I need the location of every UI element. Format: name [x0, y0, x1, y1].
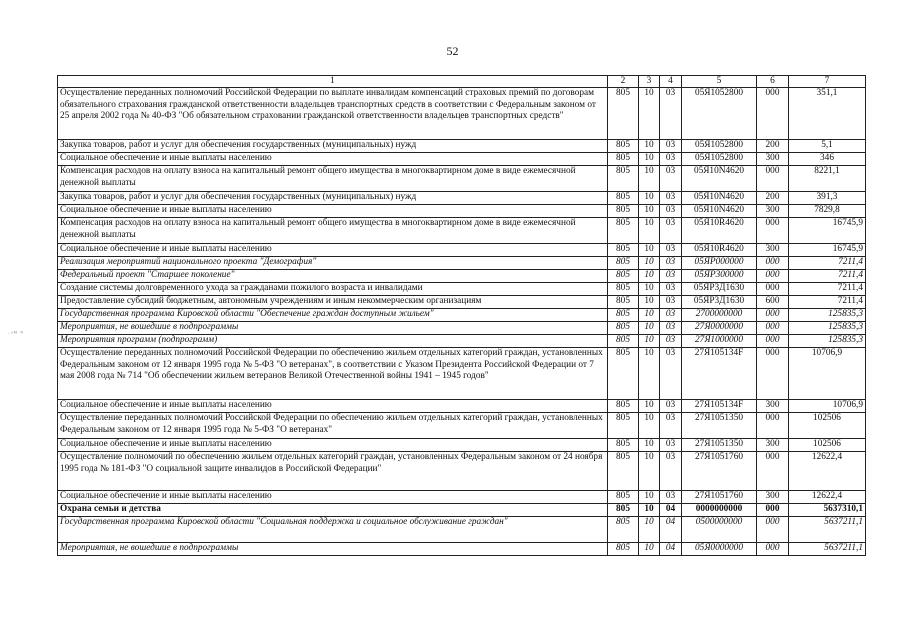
- target-article-code: 05Я10N4620: [682, 166, 757, 192]
- target-article-code: 27Я0000000: [682, 322, 757, 335]
- table-row: [58, 348, 866, 400]
- amount-value: 125835,3: [789, 335, 866, 348]
- section-code: 10: [639, 192, 660, 205]
- section-code: 10: [639, 88, 660, 140]
- amount-value: 7211,4: [789, 257, 866, 270]
- section-code: 10: [639, 244, 660, 257]
- target-article-code: 05ЯР000000: [682, 257, 757, 270]
- expense-type-code: 000: [757, 413, 789, 439]
- expense-type-code: 000: [757, 88, 789, 140]
- ministry-code: 805: [608, 88, 639, 140]
- section-code: 10: [639, 491, 660, 504]
- row-description: Предоставление субсидий бюджетным, автономным учреждениям и иным некоммерческим организациям: [58, 296, 608, 309]
- table-row: [58, 153, 866, 166]
- amount-value: 10706,9: [789, 400, 866, 413]
- header-col-5: 5: [682, 76, 757, 88]
- section-code: 10: [639, 283, 660, 296]
- ministry-code: 805: [608, 543, 639, 556]
- table-row: [58, 218, 866, 244]
- target-article-code: 05Я1052800: [682, 153, 757, 166]
- expense-type-code: 300: [757, 205, 789, 218]
- table-row: [58, 192, 866, 205]
- amount-value: 16745,9: [789, 218, 866, 244]
- subsection-code: 04: [660, 504, 682, 517]
- row-description: Социальное обеспечение и иные выплаты населению: [58, 400, 608, 413]
- subsection-code: 03: [660, 140, 682, 153]
- table-row: [58, 439, 866, 452]
- header-col-3: 3: [639, 76, 660, 88]
- section-code: 10: [639, 166, 660, 192]
- section-code: 10: [639, 335, 660, 348]
- row-description: Закупка товаров, работ и услуг для обеспечения государственных (муниципальных) нужд: [58, 192, 608, 205]
- expense-type-code: 300: [757, 244, 789, 257]
- subsection-code: 03: [660, 166, 682, 192]
- expense-type-code: 200: [757, 140, 789, 153]
- ministry-code: 805: [608, 218, 639, 244]
- table-row: [58, 491, 866, 504]
- expense-type-code: 000: [757, 257, 789, 270]
- row-description: Социальное обеспечение и иные выплаты населению: [58, 439, 608, 452]
- header-col-2: 2: [608, 76, 639, 88]
- ministry-code: 805: [608, 322, 639, 335]
- ministry-code: 805: [608, 205, 639, 218]
- row-description: Государственная программа Кировской области "Обеспечение граждан доступным жильем": [58, 309, 608, 322]
- subsection-code: 04: [660, 543, 682, 556]
- target-article-code: 05ЯР3Д1630: [682, 296, 757, 309]
- amount-value: 10706,9: [789, 348, 866, 400]
- expense-type-code: 000: [757, 335, 789, 348]
- target-article-code: 05Я10N4620: [682, 205, 757, 218]
- subsection-code: 03: [660, 413, 682, 439]
- ministry-code: 805: [608, 491, 639, 504]
- table-row: [58, 88, 866, 140]
- table-row: [58, 296, 866, 309]
- section-code: 10: [639, 296, 660, 309]
- subsection-code: 03: [660, 400, 682, 413]
- section-code: 10: [639, 322, 660, 335]
- header-col-1: 1: [58, 76, 608, 88]
- ministry-code: 805: [608, 504, 639, 517]
- row-description: Социальное обеспечение и иные выплаты населению: [58, 153, 608, 166]
- expense-type-code: 000: [757, 517, 789, 543]
- subsection-code: 03: [660, 439, 682, 452]
- row-description: Компенсация расходов на оплату взноса на капитальный ремонт общего имущества в многоквартирном доме в виде ежемесячной денежной выплаты: [58, 218, 608, 244]
- ministry-code: 805: [608, 452, 639, 491]
- table-row: [58, 205, 866, 218]
- section-code: 10: [639, 140, 660, 153]
- expense-type-code: 000: [757, 322, 789, 335]
- section-code: 10: [639, 439, 660, 452]
- target-article-code: 0500000000: [682, 517, 757, 543]
- table-header-row: [58, 76, 866, 88]
- amount-value: 16745,9: [789, 244, 866, 257]
- ministry-code: 805: [608, 192, 639, 205]
- target-article-code: 27Я105134F: [682, 400, 757, 413]
- table-row: [58, 270, 866, 283]
- ministry-code: 805: [608, 270, 639, 283]
- section-code: 10: [639, 543, 660, 556]
- amount-value: 5,1: [789, 140, 866, 153]
- subsection-code: 03: [660, 88, 682, 140]
- target-article-code: 27Я1051350: [682, 413, 757, 439]
- amount-value: 8221,1: [789, 166, 866, 192]
- ministry-code: 805: [608, 335, 639, 348]
- target-article-code: 05ЯР3Д1630: [682, 283, 757, 296]
- expense-type-code: 600: [757, 296, 789, 309]
- row-description: Социальное обеспечение и иные выплаты населению: [58, 491, 608, 504]
- table-row: [58, 517, 866, 543]
- table-row: [58, 244, 866, 257]
- row-description: Осуществление переданных полномочий Российской Федерации по обеспечению жильем отдельных категорий граждан, установленных Федеральным законом от 12 января 1995 года № 5-ФЗ "О ветеранах", в соответствии с Указом Президента Российской Федерации от 7 мая 2008 года № 714 "Об обеспечении жильем ветеранов Великой Отечественной войны 1941 – 1945 годов": [58, 348, 608, 400]
- header-col-7: 7: [789, 76, 866, 88]
- subsection-code: 03: [660, 153, 682, 166]
- amount-value: 391,3: [789, 192, 866, 205]
- expense-type-code: 300: [757, 439, 789, 452]
- page-number: 52: [446, 44, 459, 58]
- target-article-code: 27Я1000000: [682, 335, 757, 348]
- section-code: 10: [639, 270, 660, 283]
- ministry-code: 805: [608, 439, 639, 452]
- expense-type-code: 300: [757, 153, 789, 166]
- expense-type-code: 300: [757, 491, 789, 504]
- amount-value: 346: [789, 153, 866, 166]
- row-description: Осуществление полномочий по обеспечению жильем отдельных категорий граждан, установленных Федеральным законом от 24 ноября 1995 года № 181-ФЗ "О социальной защите инвалидов в Российской Федерации": [58, 452, 608, 491]
- budget-table: [57, 75, 866, 556]
- expense-type-code: 300: [757, 400, 789, 413]
- row-description: Социальное обеспечение и иные выплаты населению: [58, 205, 608, 218]
- ministry-code: 805: [608, 153, 639, 166]
- target-article-code: 05Я0000000: [682, 543, 757, 556]
- ministry-code: 805: [608, 309, 639, 322]
- section-code: 10: [639, 205, 660, 218]
- subsection-code: 03: [660, 257, 682, 270]
- amount-value: 351,1: [789, 88, 866, 140]
- subsection-code: 03: [660, 452, 682, 491]
- expense-type-code: 000: [757, 270, 789, 283]
- row-description: Государственная программа Кировской области "Социальная поддержка и социальное обслуживание граждан": [58, 517, 608, 543]
- table-row: [58, 309, 866, 322]
- subsection-code: 04: [660, 517, 682, 543]
- table-row: [58, 140, 866, 153]
- ministry-code: 805: [608, 296, 639, 309]
- amount-value: 5637211,1: [789, 517, 866, 543]
- row-description: Создание системы долговременного ухода за гражданами пожилого возраста и инвалидами: [58, 283, 608, 296]
- ministry-code: 805: [608, 400, 639, 413]
- subsection-code: 03: [660, 491, 682, 504]
- amount-value: 7211,4: [789, 296, 866, 309]
- ministry-code: 805: [608, 413, 639, 439]
- target-article-code: 27Я1051760: [682, 491, 757, 504]
- section-code: 10: [639, 517, 660, 543]
- table-row: [58, 452, 866, 491]
- table-body: [58, 88, 866, 556]
- amount-value: 5637310,1: [789, 504, 866, 517]
- subsection-code: 03: [660, 283, 682, 296]
- section-code: 10: [639, 504, 660, 517]
- row-description: Компенсация расходов на оплату взноса на капитальный ремонт общего имущества в многоквартирном доме в виде ежемесячной денежной выплаты: [58, 166, 608, 192]
- expense-type-code: 000: [757, 348, 789, 400]
- row-description: Социальное обеспечение и иные выплаты населению: [58, 244, 608, 257]
- ministry-code: 805: [608, 517, 639, 543]
- expense-type-code: 000: [757, 283, 789, 296]
- amount-value: 12622,4: [789, 452, 866, 491]
- expense-type-code: 000: [757, 504, 789, 517]
- table-row: [58, 322, 866, 335]
- expense-type-code: 200: [757, 192, 789, 205]
- row-description: Закупка товаров, работ и услуг для обеспечения государственных (муниципальных) нужд: [58, 140, 608, 153]
- target-article-code: 05Я1052800: [682, 88, 757, 140]
- amount-value: 5637211,1: [789, 543, 866, 556]
- ministry-code: 805: [608, 348, 639, 400]
- ministry-code: 805: [608, 140, 639, 153]
- amount-value: 7211,4: [789, 283, 866, 296]
- table-row: [58, 504, 866, 517]
- ministry-code: 805: [608, 257, 639, 270]
- ministry-code: 805: [608, 244, 639, 257]
- row-description: Осуществление переданных полномочий Российской Федерации по выплате инвалидам компенсаций страховых премий по договорам обязательного страхования гражданской ответственности владельцев транспортных средств в соответствии с Федеральным законом от 25 апреля 2002 года № 40-ФЗ "Об обязательном страховании гражданской ответственности владельцев транспортных средств": [58, 88, 608, 140]
- target-article-code: 05Я10N4620: [682, 192, 757, 205]
- table-row: [58, 335, 866, 348]
- section-code: 10: [639, 153, 660, 166]
- subsection-code: 03: [660, 309, 682, 322]
- section-code: 10: [639, 348, 660, 400]
- subsection-code: 03: [660, 205, 682, 218]
- target-article-code: 27Я1051760: [682, 452, 757, 491]
- subsection-code: 03: [660, 322, 682, 335]
- row-description: Мероприятия, не вошедшие в подпрограммы: [58, 322, 608, 335]
- target-article-code: 27Я105134F: [682, 348, 757, 400]
- amount-value: 7829,8: [789, 205, 866, 218]
- header-col-6: 6: [757, 76, 789, 88]
- target-article-code: 27Я1051350: [682, 439, 757, 452]
- amount-value: 7211,4: [789, 270, 866, 283]
- table-row: [58, 257, 866, 270]
- target-article-code: 0000000000: [682, 504, 757, 517]
- row-description: Мероприятия, не вошедшие в подпрограммы: [58, 543, 608, 556]
- section-code: 10: [639, 218, 660, 244]
- table-row: [58, 413, 866, 439]
- section-code: 10: [639, 400, 660, 413]
- target-article-code: 05ЯР300000: [682, 270, 757, 283]
- section-code: 10: [639, 452, 660, 491]
- subsection-code: 03: [660, 348, 682, 400]
- expense-type-code: 000: [757, 218, 789, 244]
- expense-type-code: 000: [757, 166, 789, 192]
- subsection-code: 03: [660, 270, 682, 283]
- amount-value: 102506: [789, 413, 866, 439]
- row-description: Реализация мероприятий национального проекта "Демография": [58, 257, 608, 270]
- section-code: 10: [639, 309, 660, 322]
- expense-type-code: 000: [757, 452, 789, 491]
- row-description: Охрана семьи и детства: [58, 504, 608, 517]
- amount-value: 125835,3: [789, 309, 866, 322]
- subsection-code: 03: [660, 296, 682, 309]
- table-row: [58, 166, 866, 192]
- row-description: Мероприятия программ (подпрограмм): [58, 335, 608, 348]
- expense-type-code: 000: [757, 543, 789, 556]
- section-code: 10: [639, 257, 660, 270]
- ministry-code: 805: [608, 283, 639, 296]
- subsection-code: 03: [660, 244, 682, 257]
- expense-type-code: 000: [757, 309, 789, 322]
- table-row: [58, 543, 866, 556]
- table-row: [58, 400, 866, 413]
- table-row: [58, 283, 866, 296]
- row-description: Федеральный проект "Старшее поколение": [58, 270, 608, 283]
- amount-value: 125835,3: [789, 322, 866, 335]
- subsection-code: 03: [660, 218, 682, 244]
- target-article-code: 05Я10R4620: [682, 244, 757, 257]
- amount-value: 102506: [789, 439, 866, 452]
- margin-mark: ·ᵃᴹ ᴺ: [8, 331, 25, 337]
- amount-value: 12622,4: [789, 491, 866, 504]
- subsection-code: 03: [660, 335, 682, 348]
- target-article-code: 05Я1052800: [682, 140, 757, 153]
- target-article-code: 05Я10R4620: [682, 218, 757, 244]
- ministry-code: 805: [608, 166, 639, 192]
- row-description: Осуществление переданных полномочий Российской Федерации по обеспечению жильем отдельных категорий граждан, установленных Федеральным законом от 12 января 1995 года № 5-ФЗ "О ветеранах": [58, 413, 608, 439]
- section-code: 10: [639, 413, 660, 439]
- header-col-4: 4: [660, 76, 682, 88]
- subsection-code: 03: [660, 192, 682, 205]
- target-article-code: 2700000000: [682, 309, 757, 322]
